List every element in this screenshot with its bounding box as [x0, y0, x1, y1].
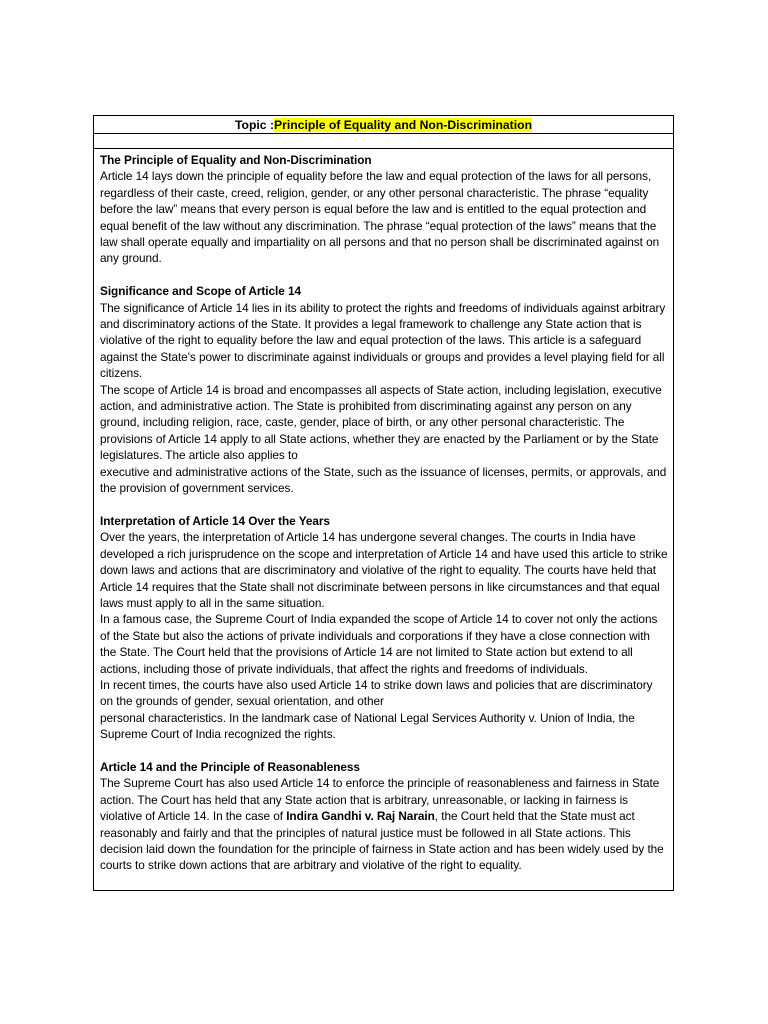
- paragraph: personal characteristics. In the landmark case of National Legal Services Authority v. Union of India, the Supreme Court of India recognized the rights.: [100, 710, 635, 742]
- document-table: [93, 115, 674, 891]
- paragraph: [100, 775, 668, 873]
- topic-label: Topic :: [234, 117, 275, 132]
- paragraph: Article 14 lays down the principle of equality before the law and equal protection of the laws for all persons, regardless of their caste, creed, religion, gender, or any other personal characteristic. The phrase “equality before the law” means that every person is equal before the law and is entitled to the equal protection and equal benefit of the law without any discrimination. The phrase “equal protection of the laws” means that the law shall operate equally and impartiality on all persons and that no person shall be discriminated against on any ground.: [100, 169, 660, 266]
- paragraph: The scope of Article 14 is broad and encompasses all aspects of State action, including legislation, executive action, and administrative action. The State is prohibited from discriminating against any person on any ground, including religion, race, caste, gender, place of birth, or any other personal characteristic. The provisions of Article 14 apply to all State actions, whether they are enacted by the Parliament or by the State legislatures. The article also applies to: [100, 382, 662, 463]
- paragraph: In recent times, the courts have also used Article 14 to strike down laws and policies that are discriminatory on the grounds of gender, sexual orientation, and other: [100, 677, 653, 709]
- paragraph: The significance of Article 14 lies in its ability to protect the rights and freedoms of individuals against arbitrary and discriminatory actions of the State. It provides a legal framework to challenge any State action that is violative of the right to equality before the law and equal protection of the laws. This article is a safeguard against the State's power to discriminate against individuals or groups and provides a level playing field for all citizens.: [100, 300, 666, 381]
- empty-row: [94, 134, 673, 149]
- document-body: [94, 149, 673, 890]
- paragraph: executive and administrative actions of the State, such as the issuance of licenses, permits, or approvals, and the provision of government services.: [100, 464, 667, 496]
- blank-line: [100, 267, 668, 283]
- topic-title-highlighted: Principle of Equality and Non-Discrimination: [274, 117, 533, 132]
- section-significance-and-scope: [100, 283, 668, 496]
- paragraph-text: The Supreme Court has also used Article 14 to enforce the principle of reasonableness and fairness in State action. The Court has held that any State action that is arbitrary, unreasonable, or lacking in fairness is violative of Article 14. In the case of: [100, 776, 660, 824]
- section-heading: Article 14 and the Principle of Reasonableness: [100, 759, 360, 774]
- paragraph-text: , the Court held that the State must act reasonably and fairly and that the principles of natural justice must be followed in all State actions. This decision laid down the foundation for the principle of fairness in State action and has been widely used by the courts to strike down actions that are arbitrary and violative of the right to equality.: [100, 809, 664, 873]
- paragraph: Over the years, the interpretation of Article 14 has undergone several changes. The courts in India have developed a rich jurisprudence on the scope and interpretation of Article 14 and have used this article to strike down laws and actions that are discriminatory and violative of the right to equality. The courts have held that Article 14 requires that the State shall not discriminate between persons in like circumstances and that equal laws must apply to all in the same situation.: [100, 530, 668, 610]
- section-heading: The Principle of Equality and Non-Discrimination: [100, 153, 372, 167]
- section-heading: Interpretation of Article 14 Over the Years: [100, 513, 330, 528]
- section-interpretation-over-years: [100, 513, 668, 743]
- case-name-bold: Indira Gandhi v. Raj Narain: [286, 809, 435, 824]
- section-principle-of-equality: [100, 152, 668, 267]
- topic-title-row: [94, 116, 673, 134]
- blank-line: [100, 497, 668, 513]
- blank-line: [100, 743, 668, 759]
- section-reasonableness: [100, 759, 668, 874]
- paragraph: In a famous case, the Supreme Court of India expanded the scope of Article 14 to cover not only the actions of the State but also the actions of private individuals and corporations if they have a close connection with the State. The Court held that the provisions of Article 14 are not limited to State action but extend to all actions, including those of private individuals, that affect the rights and freedoms of individuals.: [100, 612, 658, 676]
- section-heading: Significance and Scope of Article 14: [100, 284, 301, 299]
